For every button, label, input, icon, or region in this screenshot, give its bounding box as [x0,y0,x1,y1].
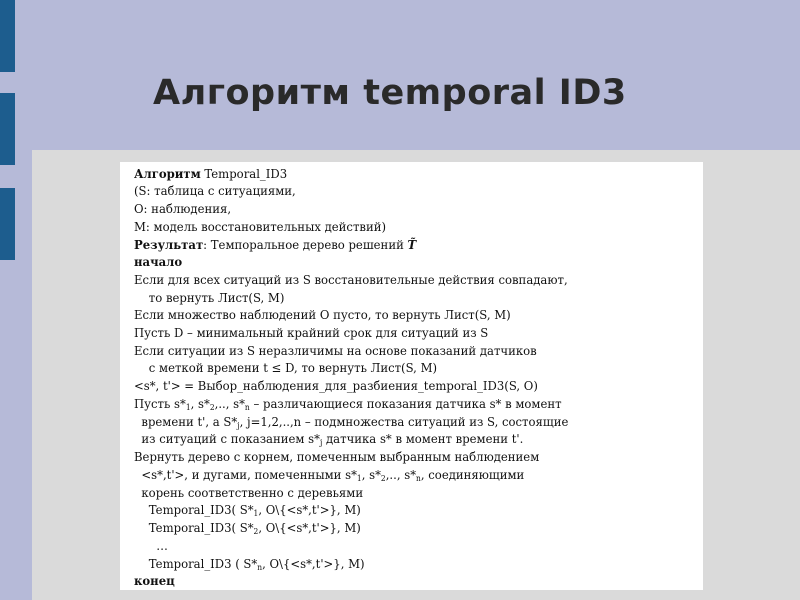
call-line: Temporal_ID3( $S*_1$, O\{<s*,t'>}, M) [134,502,361,518]
body-line: Пусть $s*_1$, $s*_2$,.., $s*_n$ – различающиеся показания датчика s* в момент [134,396,562,412]
end-keyword: конец [134,573,175,588]
body-line: Если множество наблюдений O пусто, то вернуть Лист(S, M) [134,307,511,322]
body-line: Вернуть дерево с корнем, помеченным выбранным наблюдением [134,449,540,464]
body-line: Если для всех ситуаций из S восстановительные действия совпадают, [134,272,568,287]
body-line: <s*,t'>, и дугами, помеченными $s*_1$, $s*_2$,.., $s*_n$, соединяющими [134,467,525,483]
ellipsis-line: … [134,538,168,553]
accent-bar-top [0,0,15,72]
body-line: <s*, t'> = Выбор_наблюдения_для_разбиения_temporal_ID3(S, O) [134,378,538,393]
algorithm-header: Алгоритм Temporal_ID3 [134,166,288,181]
body-line: Если ситуации из S неразличимы на основе показаний датчиков [134,343,537,358]
call-line: Temporal_ID3( $S*_2$, O\{<s*,t'>}, M) [134,520,361,536]
body-line: корень соответственно с деревьями [134,485,364,500]
call-line: Temporal_ID3 ( $S*_n$, O\{<s*,t'>}, M) [134,556,365,572]
body-line: то вернуть Лист(S, M) [134,290,285,305]
body-line: с меткой времени t ≤ D, то вернуть Лист(S, M) [134,360,438,375]
accent-bar-middle [0,93,15,165]
result-line: Результат: Темпоральное дерево решений T̃ [134,237,417,252]
body-line: времени t', а $S*_j$, j=1,2,..,n – подмножества ситуаций из S, состоящие [134,414,569,430]
param-line: M: модель восстановительных действий) [134,219,387,234]
body-line: Пусть D – минимальный крайний срок для ситуаций из S [134,325,489,340]
begin-keyword: начало [134,254,183,269]
body-line: из ситуаций с показанием $s*_j$ датчика s* в момент времени t'. [134,431,524,447]
accent-bar-bottom [0,188,15,260]
slide-title: Алгоритм temporal ID3 [153,73,627,113]
param-line: O: наблюдения, [134,201,232,216]
param-line: (S: таблица с ситуациями, [134,183,296,198]
